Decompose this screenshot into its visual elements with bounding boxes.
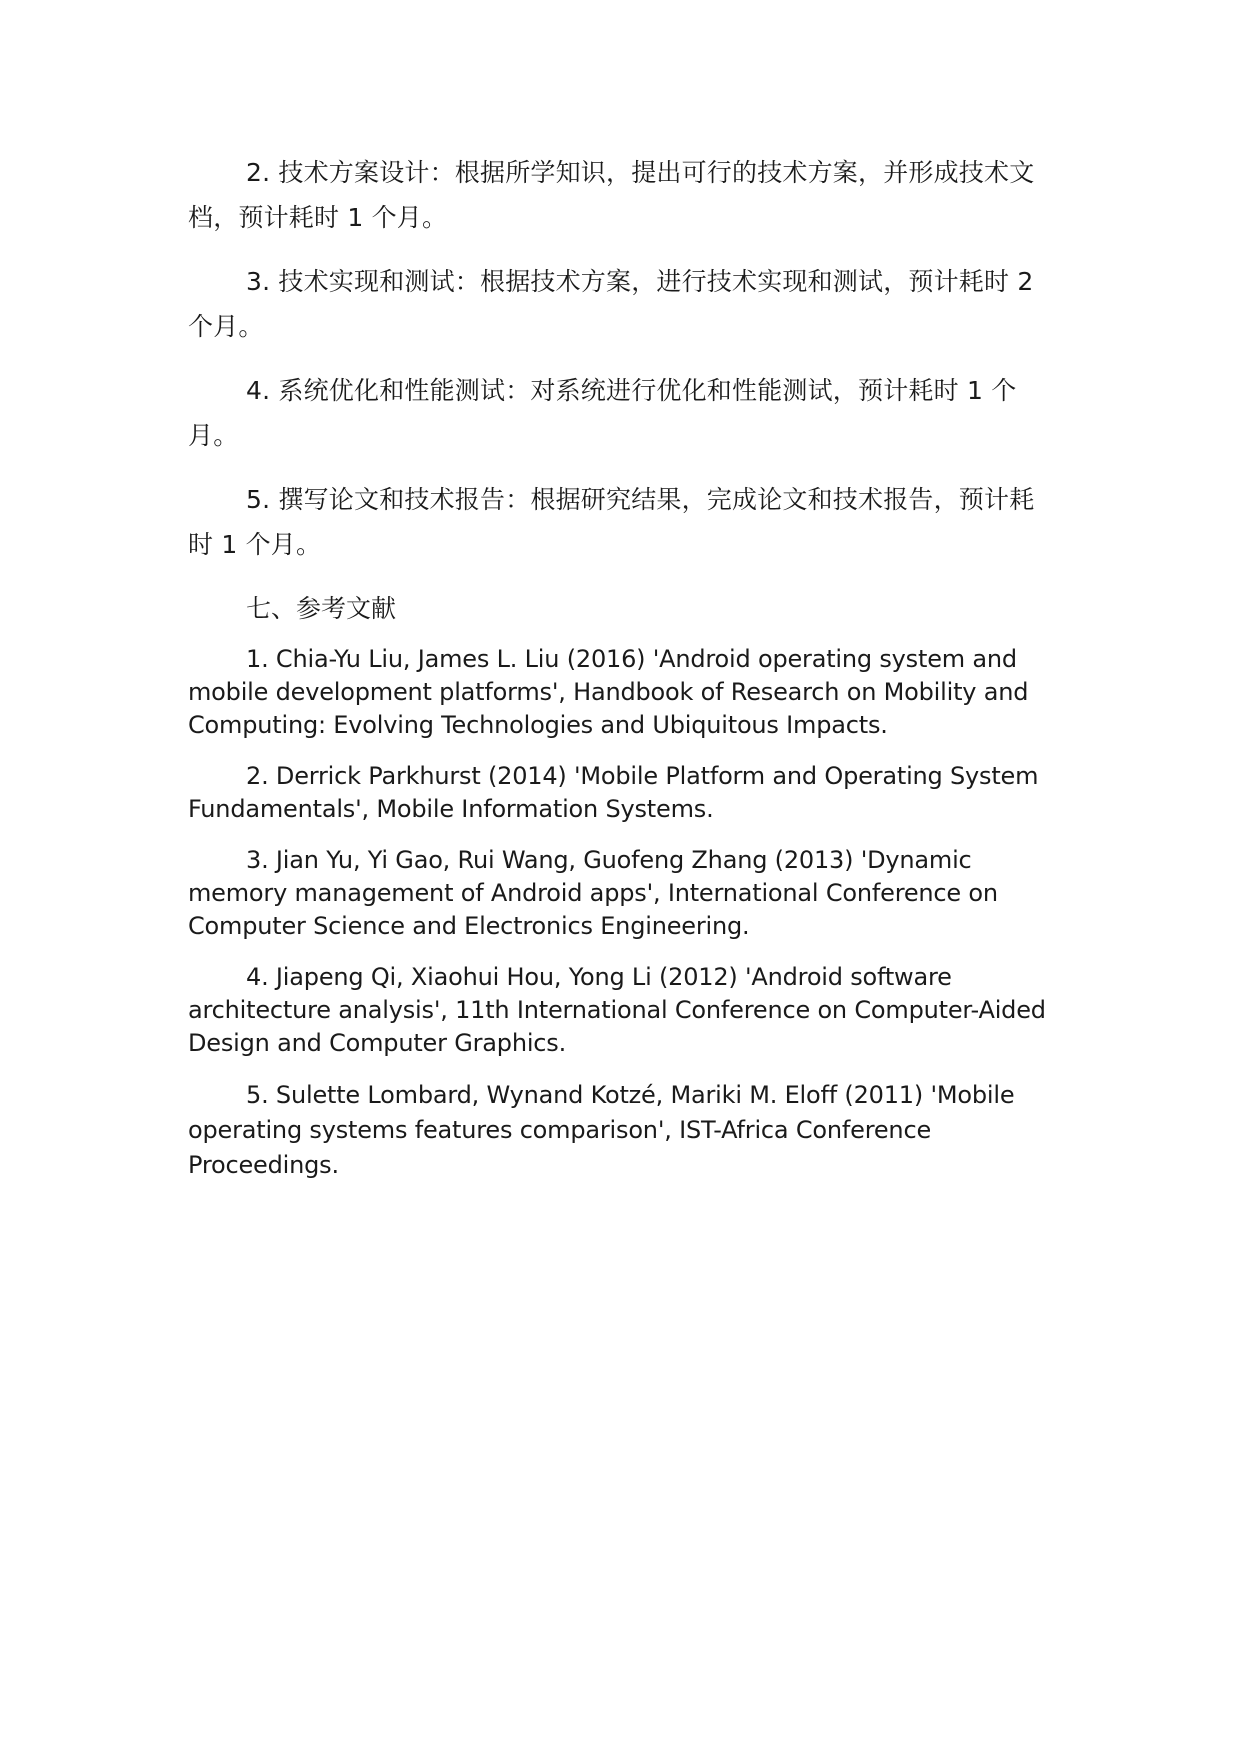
reference-item-5: 5. Sulette Lombard, Wynand Kotzé, Mariki M. Eloff (2011) 'Mobile operating systems features comparison', IST-Africa Conference Proceedings. — [188, 1081, 1015, 1179]
plan-step-3-paragraph: 3. 技术实现和测试：根据技术方案，进行技术实现和测试，预计耗时 2 个月。 — [188, 267, 1034, 341]
plan-step-5-paragraph: 5. 撰写论文和技术报告：根据研究结果，完成论文和技术报告，预计耗时 1 个月。 — [188, 485, 1035, 559]
references-list — [188, 643, 1056, 1183]
reference-item-2: 2. Derrick Parkhurst (2014) 'Mobile Platform and Operating System Fundamentals', Mobile Information Systems. — [188, 762, 1039, 823]
reference-item-3: 3. Jian Yu, Yi Gao, Rui Wang, Guofeng Zhang (2013) 'Dynamic memory management of Android apps', International Conference on Computer Science and Electronics Engineering. — [188, 846, 998, 940]
plan-step-2-paragraph: 2. 技术方案设计：根据所学知识，提出可行的技术方案，并形成技术文档，预计耗时 1 个月。 — [188, 158, 1035, 232]
page-content — [188, 150, 1056, 1201]
reference-item-4: 4. Jiapeng Qi, Xiaohui Hou, Yong Li (2012) 'Android software architecture analysis', 11th International Conference on Computer-Aided Design and Computer Graphics. — [188, 963, 1046, 1057]
reference-item-1: 1. Chia-Yu Liu, James L. Liu (2016) 'Android operating system and mobile development platforms', Handbook of Research on Mobility and Computing: Evolving Technologies and Ubiquitous Impacts. — [188, 645, 1029, 739]
references-heading: 七、参考文献 — [246, 594, 397, 623]
plan-step-4-paragraph: 4. 系统优化和性能测试：对系统进行优化和性能测试，预计耗时 1 个月。 — [188, 376, 1017, 450]
